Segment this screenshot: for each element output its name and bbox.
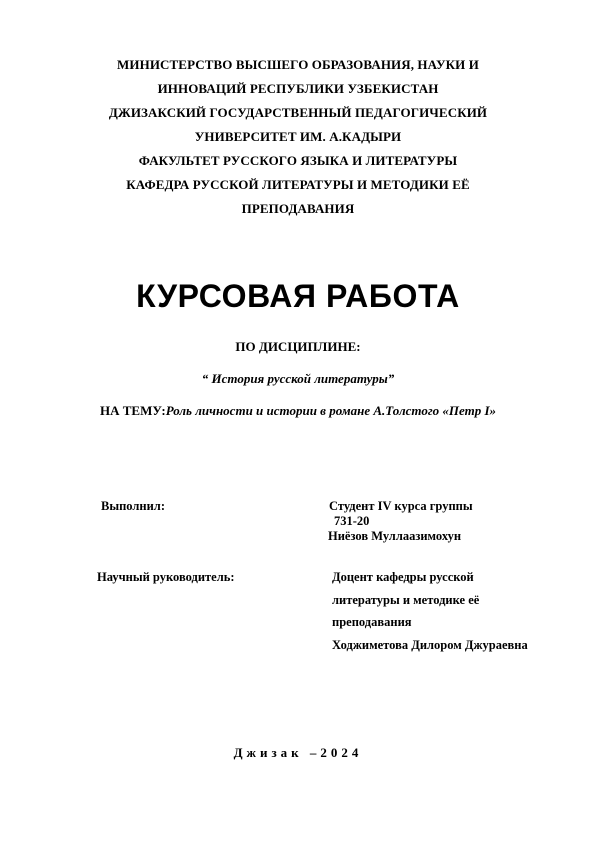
supervisor-position-1: Доцент кафедры русской — [332, 570, 474, 584]
topic-text: Роль личности и истории в романе А.Толстого «Петр I» — [165, 403, 497, 418]
supervisor-position-2: литературы и методике её — [332, 593, 480, 607]
supervisor-position-3: преподавания — [332, 615, 412, 629]
city-year: Джизак –2024 — [233, 745, 363, 760]
author-label: Выполнил: — [101, 499, 165, 513]
supervisor-label: Научный руководитель: — [97, 570, 235, 584]
discipline-name: “ История русской литературы” — [201, 371, 395, 386]
header-line-university: ДЖИЗАКСКИЙ ГОСУДАРСТВЕННЫЙ ПЕДАГОГИЧЕСКИЙ — [108, 105, 488, 120]
author-course: Студент IV курса группы — [329, 499, 473, 513]
author-group: 731-20 — [334, 514, 370, 528]
header-line-country: ИННОВАЦИЙ РЕСПУБЛИКИ УЗБЕКИСТАН — [157, 81, 439, 96]
document-title: КУРСОВАЯ РАБОТА — [136, 278, 460, 314]
header-line-department: КАФЕДРА РУССКОЙ ЛИТЕРАТУРЫ И МЕТОДИКИ ЕЁ — [126, 177, 470, 192]
header-line-ministry: МИНИСТЕРСТВО ВЫСШЕГО ОБРАЗОВАНИЯ, НАУКИ И — [117, 57, 479, 72]
topic-prefix: НА ТЕМУ: — [99, 403, 166, 418]
author-name: Ниёзов Муллаазимохун — [328, 529, 462, 543]
topic-line — [0, 403, 596, 419]
supervisor-name: Ходжиметова Дилором Джураевна — [332, 638, 528, 652]
discipline-label: ПО ДИСЦИПЛИНЕ: — [235, 339, 361, 354]
header-line-university-name: УНИВЕРСИТЕТ ИМ. А.КАДЫРИ — [194, 129, 402, 144]
header-line-department-cont: ПРЕПОДАВАНИЯ — [241, 201, 355, 216]
header-line-faculty: ФАКУЛЬТЕТ РУССКОГО ЯЗЫКА И ЛИТЕРАТУРЫ — [138, 153, 458, 168]
